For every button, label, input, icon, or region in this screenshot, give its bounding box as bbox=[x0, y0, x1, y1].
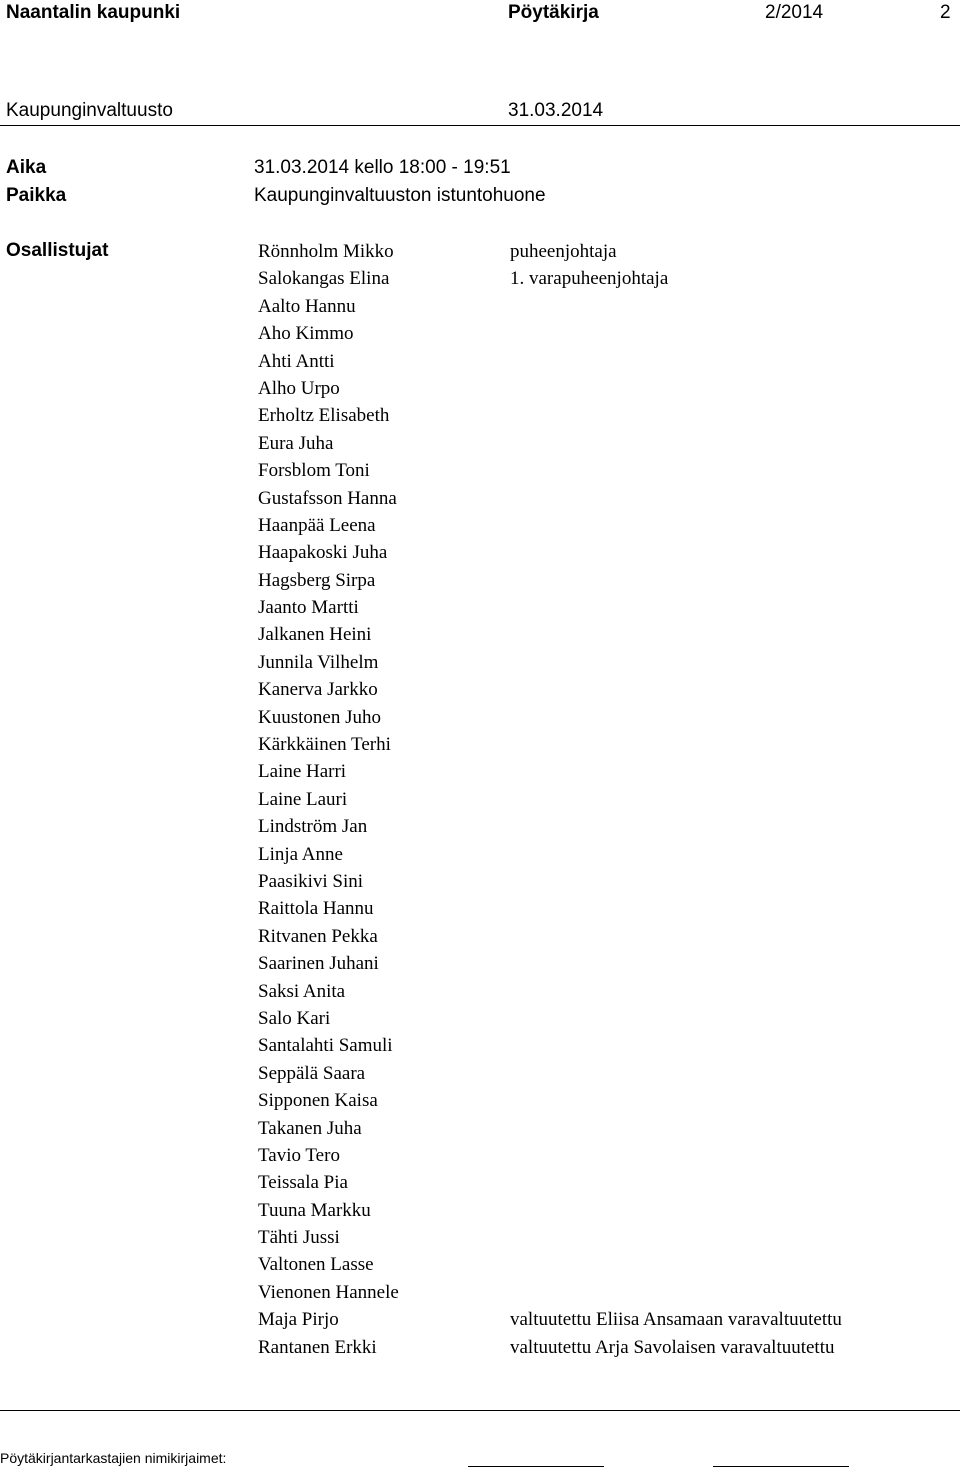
participant-name: Jalkanen Heini bbox=[258, 624, 372, 646]
participant-name: Salokangas Elina bbox=[258, 268, 390, 290]
participant-row bbox=[258, 375, 399, 402]
participant-name: Tavio Tero bbox=[258, 1144, 340, 1166]
document-number: 2/2014 bbox=[765, 2, 824, 23]
participant-name: Maja Pirjo bbox=[258, 1309, 339, 1331]
participant-name: Salo Kari bbox=[258, 1007, 331, 1029]
participant-name: Paasikivi Sini bbox=[258, 870, 364, 892]
participant-row bbox=[258, 1334, 835, 1361]
meeting-body: Kaupunginvaltuusto bbox=[6, 100, 173, 121]
participant-name: Valtonen Lasse bbox=[258, 1254, 374, 1276]
initials-label: Pöytäkirjantarkastajien nimikirjaimet: bbox=[0, 1450, 227, 1466]
participant-name: Gustafsson Hanna bbox=[258, 487, 397, 509]
participant-name: Junnila Vilhelm bbox=[258, 651, 379, 673]
participant-name: Alho Urpo bbox=[258, 377, 340, 399]
participant-name: Saksi Anita bbox=[258, 980, 346, 1002]
participant-row bbox=[258, 348, 399, 375]
participant-row bbox=[258, 1087, 399, 1114]
participant-row bbox=[258, 293, 399, 320]
participant-row bbox=[258, 1251, 399, 1278]
place-value: Kaupunginvaltuuston istuntohuone bbox=[254, 185, 546, 206]
participant-name: Tuuna Markku bbox=[258, 1199, 371, 1221]
participant-name: Tähti Jussi bbox=[258, 1227, 340, 1249]
participant-row bbox=[258, 1115, 399, 1142]
participant-name: Rantanen Erkki bbox=[258, 1336, 377, 1358]
footer-divider bbox=[0, 1410, 960, 1411]
participant-name: Aalto Hannu bbox=[258, 295, 356, 317]
participant-name: Jaanto Martti bbox=[258, 597, 359, 619]
participant-row bbox=[258, 485, 399, 512]
participant-name: Kanerva Jarkko bbox=[258, 679, 378, 701]
participant-row bbox=[258, 1279, 399, 1306]
participant-name: Vienonen Hannele bbox=[258, 1281, 399, 1303]
initials-line-1 bbox=[468, 1466, 604, 1467]
participants-list bbox=[258, 238, 842, 1361]
participant-row bbox=[258, 813, 399, 840]
place-label: Paikka bbox=[6, 185, 67, 206]
participant-row bbox=[258, 923, 399, 950]
organization-name: Naantalin kaupunki bbox=[6, 2, 181, 23]
participant-name: Hagsberg Sirpa bbox=[258, 569, 376, 591]
participant-row bbox=[258, 265, 669, 292]
participant-row bbox=[258, 1197, 399, 1224]
participant-row bbox=[258, 594, 399, 621]
participant-role: valtuutettu Arja Savolaisen varavaltuutettu bbox=[510, 1336, 835, 1358]
participant-row bbox=[258, 1032, 399, 1059]
document-type: Pöytäkirja bbox=[508, 2, 599, 23]
page-number: 2 bbox=[940, 2, 951, 23]
participant-row bbox=[258, 1005, 399, 1032]
participant-row bbox=[258, 621, 399, 648]
participant-row bbox=[258, 1306, 842, 1333]
participant-row bbox=[258, 841, 399, 868]
participant-row bbox=[258, 676, 399, 703]
participant-name: Haapakoski Juha bbox=[258, 542, 388, 564]
participant-name: Lindström Jan bbox=[258, 816, 368, 838]
participant-name: Aho Kimmo bbox=[258, 323, 354, 345]
participant-row bbox=[258, 895, 399, 922]
participant-name: Linja Anne bbox=[258, 843, 343, 865]
participant-name: Saarinen Juhani bbox=[258, 953, 379, 975]
participant-name: Forsblom Toni bbox=[258, 460, 370, 482]
participant-row bbox=[258, 758, 399, 785]
participant-row bbox=[258, 457, 399, 484]
participant-name: Laine Lauri bbox=[258, 788, 348, 810]
participant-name: Erholtz Elisabeth bbox=[258, 405, 390, 427]
participant-name: Sipponen Kaisa bbox=[258, 1090, 378, 1112]
participants-label: Osallistujat bbox=[6, 240, 109, 261]
participant-row bbox=[258, 1142, 399, 1169]
header-divider bbox=[0, 125, 960, 126]
meeting-date: 31.03.2014 bbox=[508, 100, 604, 121]
participant-name: Raittola Hannu bbox=[258, 898, 374, 920]
participant-name: Eura Juha bbox=[258, 432, 334, 454]
participant-name: Haanpää Leena bbox=[258, 514, 376, 536]
time-value: 31.03.2014 kello 18:00 - 19:51 bbox=[254, 157, 511, 178]
participant-name: Ahti Antti bbox=[258, 350, 335, 372]
participant-name: Teissala Pia bbox=[258, 1172, 348, 1194]
participant-name: Ritvanen Pekka bbox=[258, 925, 378, 947]
initials-line-2 bbox=[713, 1466, 849, 1467]
participant-row bbox=[258, 567, 399, 594]
participant-row bbox=[258, 731, 399, 758]
participant-row bbox=[258, 978, 399, 1005]
participant-row bbox=[258, 868, 399, 895]
participant-row bbox=[258, 320, 399, 347]
participant-row bbox=[258, 1060, 399, 1087]
participant-name: Laine Harri bbox=[258, 761, 347, 783]
participant-role: 1. varapuheenjohtaja bbox=[510, 268, 669, 290]
participant-row bbox=[258, 430, 399, 457]
participant-row bbox=[258, 238, 617, 265]
participant-name: Kuustonen Juho bbox=[258, 706, 381, 728]
participant-row bbox=[258, 1224, 399, 1251]
participant-role: puheenjohtaja bbox=[510, 241, 617, 262]
participant-row bbox=[258, 402, 399, 429]
participant-name: Takanen Juha bbox=[258, 1117, 362, 1139]
participant-row bbox=[258, 950, 399, 977]
participant-row bbox=[258, 786, 399, 813]
participant-name: Kärkkäinen Terhi bbox=[258, 734, 391, 756]
time-label: Aika bbox=[6, 157, 47, 178]
participant-name: Seppälä Saara bbox=[258, 1062, 366, 1084]
participant-name: Santalahti Samuli bbox=[258, 1035, 393, 1057]
participant-name: Rönnholm Mikko bbox=[258, 241, 394, 262]
participant-row bbox=[258, 539, 399, 566]
participant-row bbox=[258, 512, 399, 539]
participant-row bbox=[258, 649, 399, 676]
participant-row bbox=[258, 704, 399, 731]
participant-role: valtuutettu Eliisa Ansamaan varavaltuutettu bbox=[510, 1309, 842, 1331]
participant-row bbox=[258, 1169, 399, 1196]
